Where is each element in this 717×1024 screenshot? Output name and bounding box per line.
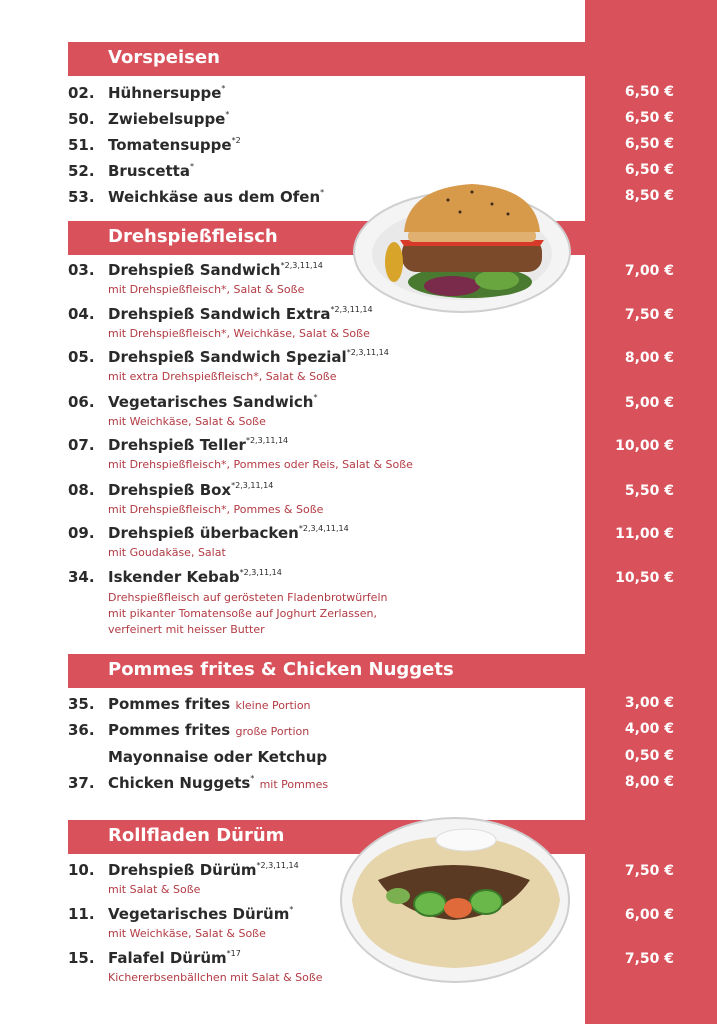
item-name: Falafel Dürüm$^{*17}$ (108, 949, 241, 967)
item-name: Drehspieß Teller$^{*2,3,11,14}$ (108, 436, 289, 454)
item-price: 4,00 € (624, 721, 674, 737)
item-price: 7,50 € (624, 863, 674, 879)
item-description: mit Salat & Soße (108, 883, 201, 896)
section-title: Vorspeisen (108, 47, 220, 68)
item-name: Zwiebelsuppe* (108, 110, 230, 128)
item-name: Pommes frites große Portion (108, 721, 310, 739)
item-number: 07. (68, 436, 95, 454)
item-price: 11,00 € (615, 526, 674, 542)
durum-photo (338, 808, 572, 984)
item-description: mit extra Drehspießfleisch*, Salat & Soße (108, 370, 337, 383)
item-name: Pommes frites kleine Portion (108, 695, 311, 713)
item-price: 0,50 € (624, 748, 674, 764)
item-price: 6,00 € (624, 907, 674, 923)
item-name: Hühnersuppe* (108, 84, 226, 102)
item-description: mit Drehspießfleisch*, Pommes & Soße (108, 503, 324, 516)
item-price: 5,00 € (624, 395, 674, 411)
item-price: 6,50 € (624, 136, 674, 152)
item-price: 8,50 € (624, 188, 674, 204)
item-description-line: verfeinert mit heisser Butter (108, 623, 265, 636)
section-header-pommes (68, 654, 585, 688)
item-note: große Portion (235, 725, 310, 738)
item-price: 6,50 € (624, 110, 674, 126)
item-name: Tomatensuppe$^{*2}$ (108, 136, 241, 154)
item-price: 3,00 € (624, 695, 674, 711)
item-number: 06. (68, 393, 95, 411)
item-number: 35. (68, 695, 95, 713)
item-note: mit Pommes (259, 778, 329, 791)
item-name: Drehspieß überbacken$^{*2,3,4,11,14}$ (108, 524, 349, 542)
item-price: 7,50 € (624, 307, 674, 323)
item-number: 09. (68, 524, 95, 542)
item-number: 51. (68, 136, 95, 154)
item-price: 10,50 € (615, 570, 674, 586)
item-price: 8,00 € (624, 774, 674, 790)
item-name: Weichkäse aus dem Ofen* (108, 188, 325, 206)
item-description: mit Weichkäse, Salat & Soße (108, 415, 266, 428)
item-name: Drehspieß Sandwich Spezial$^{*2,3,11,14}$ (108, 348, 389, 366)
item-price: 6,50 € (624, 84, 674, 100)
item-name: Drehspieß Sandwich$^{*2,3,11,14}$ (108, 261, 323, 279)
item-number: 50. (68, 110, 95, 128)
item-name: Bruscetta* (108, 162, 194, 180)
item-name: Iskender Kebab$^{*2,3,11,14}$ (108, 568, 282, 586)
item-description: mit Drehspießfleisch*, Pommes oder Reis, Salat & Soße (108, 458, 413, 471)
item-number: 11. (68, 905, 95, 923)
item-description: Kichererbsenbällchen mit Salat & Soße (108, 971, 323, 984)
item-number: 52. (68, 162, 95, 180)
item-number: 53. (68, 188, 95, 206)
item-description: mit Drehspießfleisch*, Salat & Soße (108, 283, 305, 296)
section-title: Drehspießfleisch (108, 226, 278, 247)
item-description-line: mit pikanter Tomatensoße auf Joghurt Zerlassen, (108, 607, 377, 620)
item-description: mit Drehspießfleisch*, Weichkäse, Salat & Soße (108, 327, 370, 340)
item-number: 37. (68, 774, 95, 792)
item-name: Vegetarisches Dürüm* (108, 905, 294, 923)
item-name: Drehspieß Box$^{*2,3,11,14}$ (108, 481, 274, 499)
item-description: mit Goudakäse, Salat (108, 546, 226, 559)
item-name: Chicken Nuggets* mit Pommes (108, 774, 329, 792)
item-number: 36. (68, 721, 95, 739)
section-title: Rollfladen Dürüm (108, 825, 285, 846)
item-number: 15. (68, 949, 95, 967)
section-title: Pommes frites & Chicken Nuggets (108, 659, 454, 680)
item-number: 10. (68, 861, 95, 879)
sandwich-photo (352, 170, 572, 316)
item-price: 8,00 € (624, 350, 674, 366)
item-description-line: Drehspießfleisch auf gerösteten Fladenbrotwürfeln (108, 591, 388, 604)
item-price: 6,50 € (624, 162, 674, 178)
section-header-vorspeisen (68, 42, 585, 76)
item-price: 7,50 € (624, 951, 674, 967)
item-number: 03. (68, 261, 95, 279)
item-note: kleine Portion (235, 699, 311, 712)
item-price: 7,00 € (624, 263, 674, 279)
item-price: 5,50 € (624, 483, 674, 499)
item-number: 02. (68, 84, 95, 102)
item-name: Vegetarisches Sandwich* (108, 393, 318, 411)
item-price: 10,00 € (615, 438, 674, 454)
item-name: Drehspieß Dürüm$^{*2,3,11,14}$ (108, 861, 299, 879)
item-number: 08. (68, 481, 95, 499)
item-name: Drehspieß Sandwich Extra$^{*2,3,11,14}$ (108, 305, 373, 323)
item-number: 05. (68, 348, 95, 366)
item-number: 04. (68, 305, 95, 323)
item-description: mit Weichkäse, Salat & Soße (108, 927, 266, 940)
item-number: 34. (68, 568, 95, 586)
item-name: Mayonnaise oder Ketchup (108, 748, 328, 766)
